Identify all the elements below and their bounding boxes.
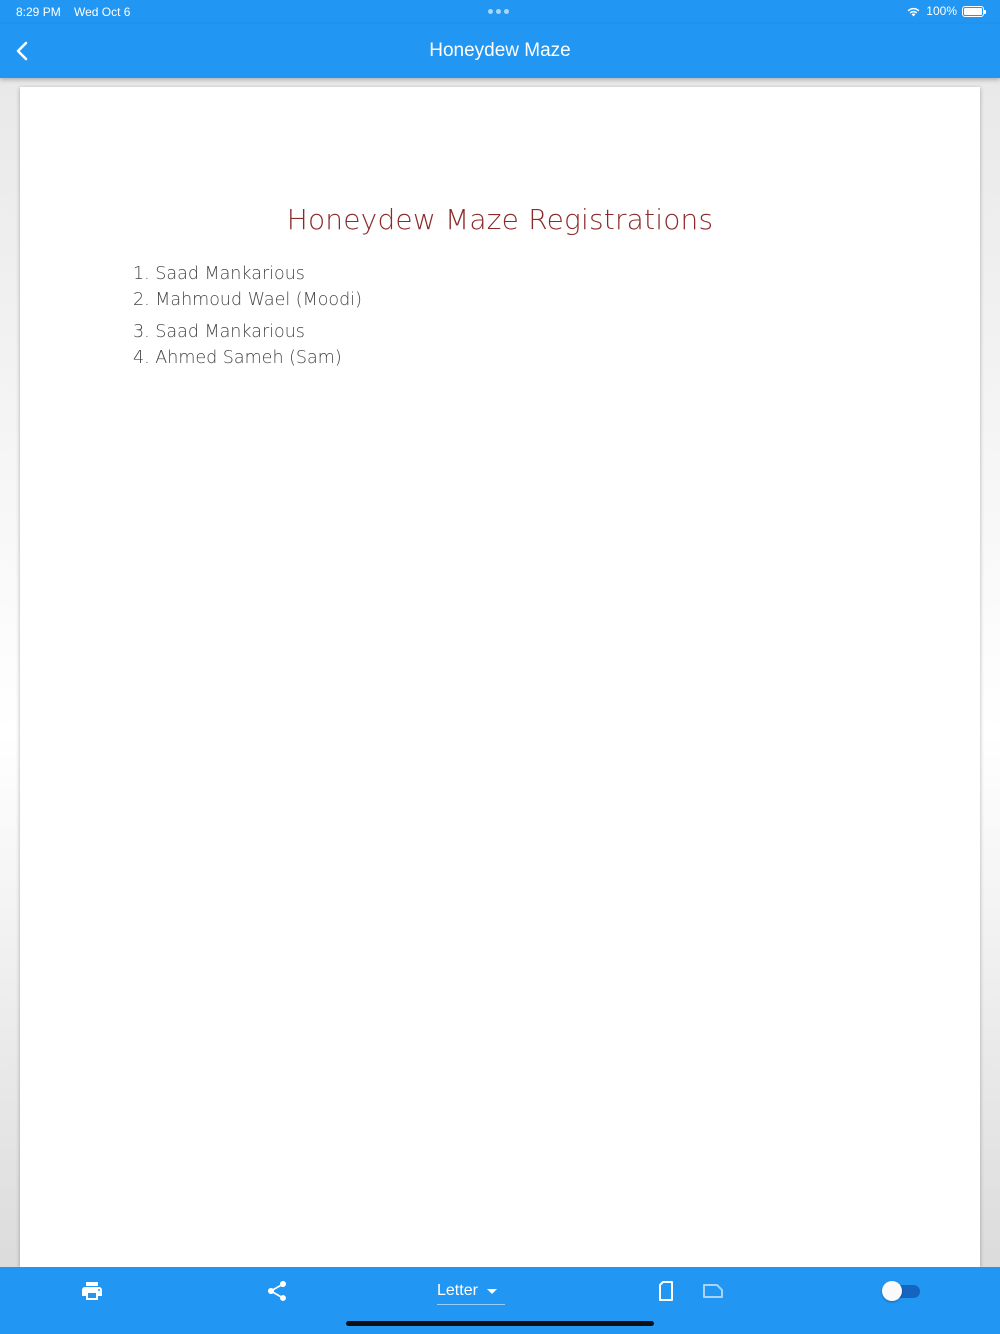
document-title: Honeydew Maze Registrations	[286, 203, 714, 236]
status-bar	[0, 0, 1000, 24]
battery-icon	[962, 6, 984, 17]
registration-item: 3. Saad Mankarious	[133, 322, 305, 342]
toggle-switch[interactable]	[882, 1281, 920, 1301]
registration-item: 1. Saad Mankarious	[133, 264, 305, 284]
status-date: Wed Oct 6	[74, 5, 131, 19]
status-time: 8:29 PM	[16, 5, 61, 19]
portrait-orientation-icon[interactable]	[654, 1279, 678, 1303]
wifi-icon	[906, 6, 921, 17]
status-right	[906, 4, 984, 18]
home-indicator[interactable]	[346, 1321, 654, 1326]
document-page	[20, 87, 980, 1267]
dropdown-caret-icon	[487, 1289, 497, 1294]
share-icon[interactable]	[265, 1279, 289, 1303]
paper-size-dropdown[interactable]	[437, 1279, 505, 1305]
app-bar	[0, 24, 1000, 78]
multitasking-dots-icon[interactable]	[488, 9, 509, 14]
registration-item: 4. Ahmed Sameh (Sam)	[133, 348, 342, 368]
registration-item: 2. Mahmoud Wael (Moodi)	[133, 290, 362, 310]
bottom-toolbar	[0, 1267, 1000, 1334]
paper-size-value: Letter	[437, 1282, 478, 1299]
print-icon[interactable]	[80, 1279, 104, 1303]
toggle-knob	[882, 1281, 902, 1301]
landscape-orientation-icon[interactable]	[701, 1279, 725, 1303]
battery-percent: 100%	[926, 4, 957, 18]
app-bar-title: Honeydew Maze	[429, 40, 571, 61]
